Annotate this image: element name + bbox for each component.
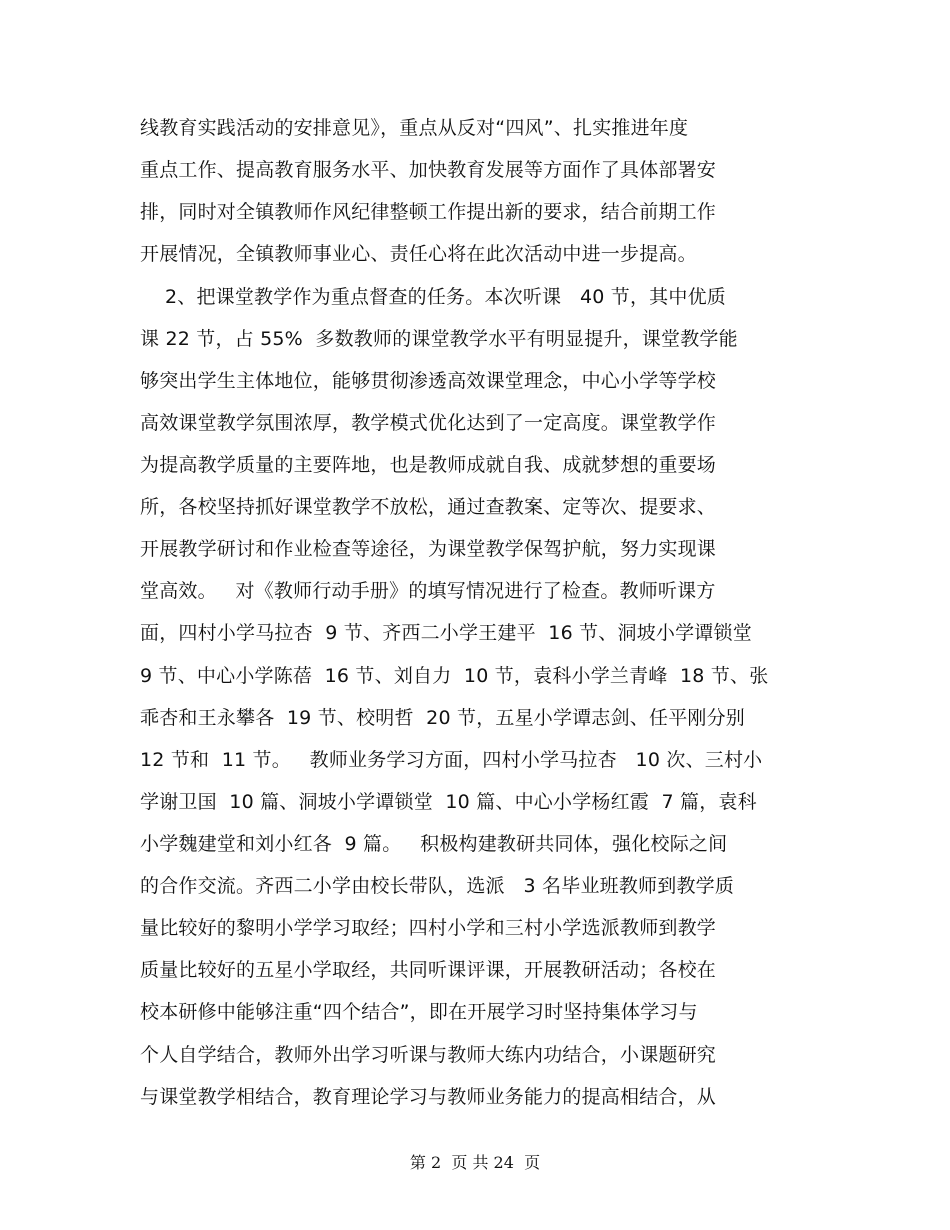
text-line: 开展情况，全镇教师事业心、责任心将在此次活动中进一步提高。: [140, 243, 697, 265]
text-line: 够突出学生主体地位，能够贯彻渗透高效课堂理念，中心小学等学校: [140, 370, 717, 392]
text-line: 排，同时对全镇教师作风纪律整顿工作提出新的要求，结合前期工作: [140, 201, 717, 223]
text-line: 乖杏和王永攀各 19 节、校明哲 20 节，五星小学谭志剑、任平刚分别: [140, 707, 745, 729]
text-line: 学谢卫国 10 篇、洞坡小学谭锁堂 10 篇、中心小学杨红霞 7 篇，袁科: [140, 791, 757, 813]
text-line: 与课堂教学相结合，教育理论学习与教师业务能力的提高相结合，从: [140, 1086, 717, 1108]
text-line: 为提高教学质量的主要阵地，也是教师成就自我、成就梦想的重要场: [140, 454, 717, 476]
text-line: 高效课堂教学氛围浓厚，教学模式优化达到了一定高度。课堂教学作: [140, 412, 717, 434]
text-line: 小学魏建堂和刘小红各 9 篇。 积极构建教研共同体，强化校际之间: [140, 833, 728, 855]
text-line: 校本研修中能够注重“四个结合”，即在开展学习时坚持集体学习与: [140, 1001, 698, 1023]
text-line: 面，四村小学马拉杏 9 节、齐西二小学王建平 16 节、洞坡小学谭锁堂: [140, 622, 752, 644]
text-line: 课 22 节，占 55% 多数教师的课堂教学水平有明显提升，课堂教学能: [140, 328, 738, 350]
text-line: 2、把课堂教学作为重点督查的任务。本次听课 40 节，其中优质: [140, 286, 726, 308]
text-line: 12 节和 11 节。 教师业务学习方面，四村小学马拉杏 10 次、三村小: [140, 749, 763, 771]
text-line: 个人自学结合，教师外出学习听课与教师大练内功结合，小课题研究: [140, 1044, 717, 1066]
text-line: 开展教学研讨和作业检查等途径，为课堂教学保驾护航，努力实现课: [140, 538, 717, 560]
text-line: 重点工作、提高教育服务水平、加快教育发展等方面作了具体部署安: [140, 159, 717, 181]
text-line: 量比较好的黎明小学学习取经；四村小学和三村小学选派教师到教学: [140, 917, 717, 939]
text-line: 线教育实践活动的安排意见》，重点从反对“四风”、扎实推进年度: [140, 117, 689, 139]
text-line: 9 节、中心小学陈蓓 16 节、刘自力 10 节，袁科小学兰青峰 18 节、张: [140, 665, 769, 687]
text-line: 堂高效。 对《教师行动手册》的填写情况进行了检查。教师听课方: [140, 580, 716, 602]
text-line: 质量比较好的五星小学取经，共同听课评课，开展教研活动；各校在: [140, 959, 717, 981]
text-line: 所，各校坚持抓好课堂教学不放松，通过查教案、定等次、提要求、: [140, 496, 717, 518]
page-number-footer: 第 2 页 共 24 页: [409, 1153, 541, 1172]
text-line: 的合作交流。齐西二小学由校长带队，选派 3 名毕业班教师到教学质: [140, 875, 735, 897]
